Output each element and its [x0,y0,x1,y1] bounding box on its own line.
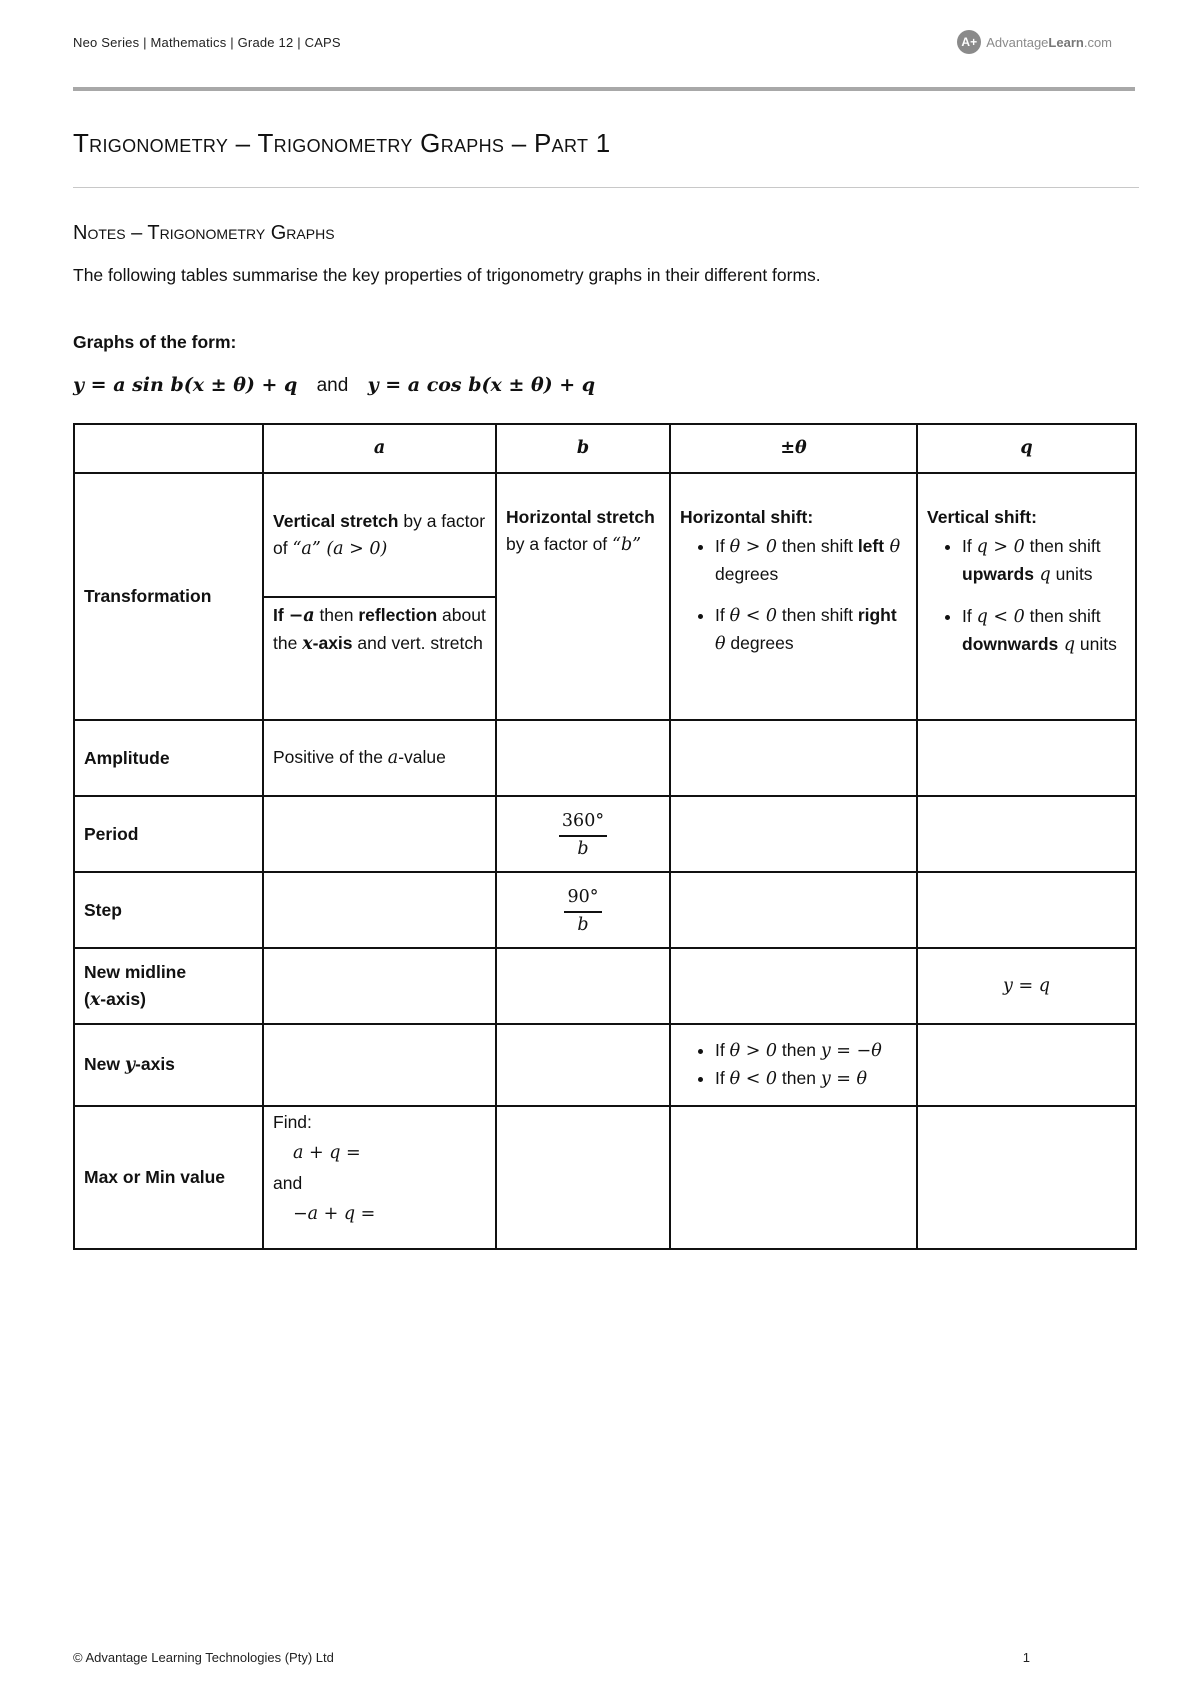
empty-cell [917,1106,1136,1249]
row-label-transformation: Transformation [74,473,263,720]
list-item: • If θ > 0 then shift left θ degrees [715,533,907,588]
formula-line [73,374,595,397]
empty-cell [496,1024,670,1106]
empty-cell [917,1024,1136,1106]
column-header-theta: ±θ [670,424,917,473]
intro-text: The following tables summarise the key properties of trigonometry graphs in their different forms. [73,265,821,285]
header-series: Neo Series | Mathematics | Grade 12 | CAPS [73,35,341,50]
empty-cell [670,796,917,872]
logo-badge-icon: A+ [957,30,981,54]
cell-b-step: $\frac{90^\circ}{b}$ [496,872,670,948]
formula-and: and [316,375,349,396]
cell-b-period: $\frac{360^\circ}{b}$ [496,796,670,872]
header-empty-cell [74,424,263,473]
table-header-row [74,424,1136,473]
empty-cell [263,948,496,1024]
column-header-a: a [263,424,496,473]
empty-cell [263,1024,496,1106]
title-divider [73,187,1139,188]
empty-cell [917,796,1136,872]
row-label-amplitude: Amplitude [74,720,263,796]
empty-cell [496,720,670,796]
page-number: 1 [1022,1650,1030,1665]
header-divider [73,87,1135,91]
list-item: • If q > 0 then shift upwards q units [962,533,1126,589]
row-label-midline: New midline (x-axis) [74,948,263,1024]
properties-table [73,423,1137,1250]
cell-theta-yaxis [670,1024,917,1106]
row-label-step: Step [74,872,263,948]
logo-text: AdvantageLearn.com [986,34,1112,50]
table-row [74,796,1136,872]
cell-theta-transformation: Horizontal shift: • If θ > 0 then shift left θ degrees • If θ < 0 then shift right θ degrees [670,473,917,720]
column-header-q: q [917,424,1136,473]
empty-cell [263,872,496,948]
empty-cell [670,872,917,948]
empty-cell [670,1106,917,1249]
cell-a-reflection: If −a then reflection about the x-axis and vert. stretch [263,597,496,720]
table-row [74,948,1136,1024]
table-row [74,720,1136,796]
page-title: Trigonometry – Trigonometry Graphs – Part 1 [73,128,611,158]
table-row [74,1106,1136,1249]
graphs-label: Graphs of the form: [73,332,237,352]
empty-cell [917,720,1136,796]
formula-cos: y = a cos b(x ± θ) + q [367,374,596,396]
empty-cell [917,872,1136,948]
table-row [74,872,1136,948]
list-item: • If q < 0 then shift downwards q units [962,603,1126,659]
list-item: • If θ < 0 then y = θ [715,1065,907,1093]
cell-a-maxmin: Find: a + q = and −a + q = [263,1106,496,1249]
list-item: • If θ < 0 then shift right θ degrees [715,602,907,658]
empty-cell [670,948,917,1024]
row-label-period: Period [74,796,263,872]
cell-q-transformation: Vertical shift: • If q > 0 then shift upwards q units • If q < 0 then shift downwards q units [917,473,1136,720]
empty-cell [496,1106,670,1249]
list-item: • If θ > 0 then y = −θ [715,1037,907,1065]
row-label-yaxis: New y-axis [74,1024,263,1106]
column-header-b: b [496,424,670,473]
footer-copyright: © Advantage Learning Technologies (Pty) Ltd [73,1650,334,1665]
empty-cell [496,948,670,1024]
formula-sin: y = a sin b(x ± θ) + q [73,374,298,396]
table-row [74,1024,1136,1106]
brand-logo [957,30,1112,54]
row-label-maxmin: Max or Min value [74,1106,263,1249]
empty-cell [670,720,917,796]
cell-a-amplitude: Positive of the a-value [263,720,496,796]
cell-a-stretch: Vertical stretch by a factor of “a” (a > 0) [263,473,496,597]
section-subtitle: Notes – Trigonometry Graphs [73,222,335,244]
cell-b-transformation: Horizontal stretch by a factor of “b” [496,473,670,720]
cell-q-midline: y = q [917,948,1136,1024]
empty-cell [263,796,496,872]
table-row [74,473,1136,597]
